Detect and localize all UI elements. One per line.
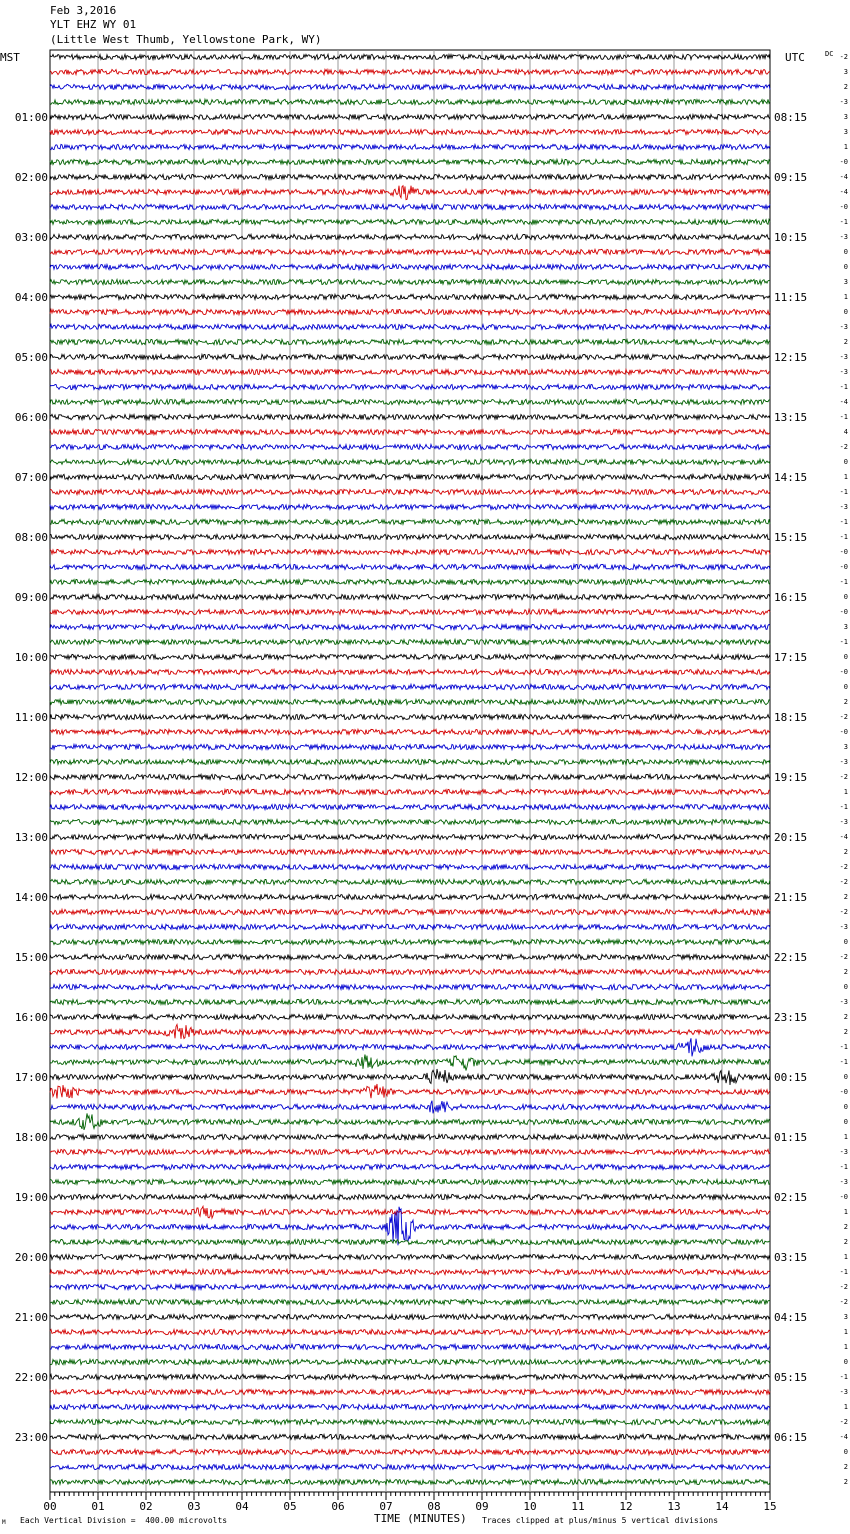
- dc-offset-label: -3: [839, 1148, 848, 1156]
- dc-offset-label: 1: [843, 1403, 848, 1411]
- dc-offset-label: -0: [839, 668, 848, 676]
- trace-line: [50, 624, 770, 629]
- trace-line: [50, 264, 770, 269]
- x-tick-label: 00: [43, 1500, 57, 1513]
- dc-offset-label: -1: [839, 488, 848, 496]
- trace-line: [50, 1149, 770, 1154]
- dc-offset-label: -1: [839, 1043, 848, 1051]
- trace-line: [50, 444, 770, 449]
- x-tick-label: 06: [331, 1500, 345, 1513]
- trace-line: [50, 174, 770, 179]
- dc-offset-label: 0: [843, 1073, 848, 1081]
- dc-offset-label: -3: [839, 503, 848, 511]
- dc-offset-label: 3: [843, 743, 848, 751]
- dc-offset-label: 0: [843, 983, 848, 991]
- trace-line: [50, 984, 770, 989]
- trace-line: [50, 1101, 770, 1114]
- dc-offset-label: 0: [843, 653, 848, 661]
- x-tick-label: 10: [523, 1500, 537, 1513]
- trace-line: [50, 609, 770, 614]
- dc-offset-label: -0: [839, 608, 848, 616]
- trace-line: [50, 654, 770, 659]
- trace-line: [50, 1464, 770, 1469]
- scale-note: Each Vertical Division = 400.00 microvolts: [20, 1516, 228, 1525]
- left-hour-label: 05:00: [14, 351, 48, 364]
- x-tick-label: 09: [475, 1500, 489, 1513]
- trace-line: [50, 369, 770, 374]
- trace-line: [50, 1404, 770, 1409]
- right-hour-label: 17:15: [774, 651, 808, 664]
- corner-mark: M: [2, 1519, 6, 1526]
- trace-line: [50, 1038, 770, 1056]
- left-hour-label: 20:00: [14, 1251, 48, 1264]
- right-hour-label: 08:15: [774, 111, 808, 124]
- dc-offset-label: 1: [843, 1343, 848, 1351]
- right-hour-label: 21:15: [774, 891, 808, 904]
- trace-line: [50, 1284, 770, 1289]
- dc-offset-label: -3: [839, 818, 848, 826]
- dc-offset-label: -1: [839, 638, 848, 646]
- trace-line: [50, 759, 770, 764]
- right-axis-label: UTC: [785, 51, 805, 64]
- x-tick-label: 04: [235, 1500, 249, 1513]
- dc-offset-label: -3: [839, 368, 848, 376]
- trace-line: [50, 54, 770, 59]
- trace-line: [50, 1389, 770, 1394]
- dc-offset-label: 2: [843, 1013, 848, 1021]
- dc-offset-label: -2: [839, 53, 848, 61]
- trace-line: [50, 834, 770, 839]
- trace-line: [50, 99, 770, 104]
- trace-line: [50, 1434, 770, 1439]
- trace-line: [50, 924, 770, 929]
- dc-offset-label: -1: [839, 383, 848, 391]
- left-hour-label: 06:00: [14, 411, 48, 424]
- dc-offset-label: 1: [843, 473, 848, 481]
- right-hour-label: 20:15: [774, 831, 808, 844]
- dc-offset-label: -2: [839, 1298, 848, 1306]
- dc-offset-label: 2: [843, 338, 848, 346]
- dc-offset-label: 4: [843, 428, 848, 436]
- trace-line: [50, 1239, 770, 1244]
- x-tick-label: 01: [91, 1500, 105, 1513]
- dc-offset-label: -0: [839, 158, 848, 166]
- x-tick-label: 05: [283, 1500, 297, 1513]
- dc-offset-label: -3: [839, 98, 848, 106]
- dc-offset-label: -2: [839, 773, 848, 781]
- dc-offset-label: 3: [843, 128, 848, 136]
- right-hour-label: 06:15: [774, 1431, 808, 1444]
- left-hour-label: 04:00: [14, 291, 48, 304]
- dc-offset-label: 3: [843, 113, 848, 121]
- dc-offset-label: 3: [843, 1313, 848, 1321]
- dc-offset-label: 3: [843, 623, 848, 631]
- dc-offset-label: 0: [843, 308, 848, 316]
- right-hour-label: 15:15: [774, 531, 808, 544]
- trace-line: [50, 639, 770, 644]
- left-hour-label: 16:00: [14, 1011, 48, 1024]
- dc-offset-label: 0: [843, 1358, 848, 1366]
- dc-label: DC: [825, 50, 834, 58]
- clip-note: Traces clipped at plus/minus 5 vertical divisions: [482, 1516, 719, 1525]
- trace-line: [50, 1113, 770, 1130]
- trace-line: [50, 186, 770, 200]
- right-hour-label: 04:15: [774, 1311, 808, 1324]
- right-hour-label: 22:15: [774, 951, 808, 964]
- trace-line: [50, 129, 770, 134]
- x-tick-label: 14: [715, 1500, 729, 1513]
- left-hour-label: 02:00: [14, 171, 48, 184]
- dc-offset-label: -3: [839, 353, 848, 361]
- left-hour-label: 09:00: [14, 591, 48, 604]
- dc-offset-label: 2: [843, 893, 848, 901]
- dc-offset-label: 2: [843, 83, 848, 91]
- trace-line: [50, 1314, 770, 1319]
- trace-line: [50, 564, 770, 569]
- left-hour-label: 01:00: [14, 111, 48, 124]
- right-hour-label: 10:15: [774, 231, 808, 244]
- trace-line: [50, 1194, 770, 1199]
- left-hour-label: 03:00: [14, 231, 48, 244]
- dc-offset-label: 0: [843, 1448, 848, 1456]
- left-hour-label: 21:00: [14, 1311, 48, 1324]
- dc-offset-label: -0: [839, 548, 848, 556]
- dc-offset-label: -2: [839, 863, 848, 871]
- dc-offset-label: -4: [839, 398, 848, 406]
- dc-offset-label: -1: [839, 218, 848, 226]
- dc-offset-label: 2: [843, 698, 848, 706]
- dc-offset-label: -4: [839, 833, 848, 841]
- dc-offset-label: -3: [839, 1178, 848, 1186]
- trace-line: [50, 1069, 770, 1085]
- left-hour-label: 17:00: [14, 1071, 48, 1084]
- dc-offset-label: 1: [843, 143, 848, 151]
- trace-line: [50, 204, 770, 209]
- trace-line: [50, 144, 770, 149]
- right-hour-label: 00:15: [774, 1071, 808, 1084]
- trace-line: [50, 594, 770, 599]
- trace-line: [50, 1299, 770, 1304]
- trace-line: [50, 909, 770, 914]
- dc-offset-label: -1: [839, 518, 848, 526]
- dc-offset-label: 3: [843, 68, 848, 76]
- x-tick-label: 08: [427, 1500, 441, 1513]
- trace-line: [50, 309, 770, 314]
- trace-line: [50, 699, 770, 704]
- trace-line: [50, 894, 770, 899]
- trace-line: [50, 414, 770, 419]
- trace-line: [50, 219, 770, 224]
- dc-offset-label: 1: [843, 1208, 848, 1216]
- trace-line: [50, 459, 770, 464]
- plot-date: Feb 3,2016: [50, 4, 117, 17]
- trace-line: [50, 669, 770, 674]
- plot-frame: [50, 50, 770, 1492]
- dc-offset-label: -3: [839, 323, 848, 331]
- trace-line: [50, 879, 770, 884]
- trace-line: [50, 774, 770, 779]
- dc-offset-label: 1: [843, 293, 848, 301]
- right-hour-label: 09:15: [774, 171, 808, 184]
- right-hour-label: 12:15: [774, 351, 808, 364]
- x-tick-label: 15: [763, 1500, 777, 1513]
- right-hour-label: 02:15: [774, 1191, 808, 1204]
- trace-line: [50, 1025, 770, 1039]
- trace-line: [50, 729, 770, 734]
- trace-line: [50, 114, 770, 119]
- dc-offset-label: 0: [843, 938, 848, 946]
- left-hour-label: 11:00: [14, 711, 48, 724]
- right-hour-label: 03:15: [774, 1251, 808, 1264]
- trace-line: [50, 69, 770, 74]
- dc-offset-label: 1: [843, 788, 848, 796]
- trace-line: [50, 1134, 770, 1139]
- dc-offset-label: -2: [839, 713, 848, 721]
- left-hour-label: 08:00: [14, 531, 48, 544]
- dc-offset-label: -2: [839, 953, 848, 961]
- dc-offset-label: -0: [839, 728, 848, 736]
- trace-line: [50, 1479, 770, 1484]
- trace-line: [50, 354, 770, 359]
- dc-offset-label: -1: [839, 533, 848, 541]
- dc-offset-label: -4: [839, 173, 848, 181]
- left-hour-label: 12:00: [14, 771, 48, 784]
- dc-offset-label: 0: [843, 1118, 848, 1126]
- x-tick-label: 07: [379, 1500, 393, 1513]
- dc-offset-label: 0: [843, 263, 848, 271]
- dc-offset-label: -0: [839, 203, 848, 211]
- trace-line: [50, 849, 770, 854]
- trace-line: [50, 789, 770, 794]
- dc-offset-label: -3: [839, 758, 848, 766]
- station-code: YLT EHZ WY 01: [50, 18, 137, 31]
- left-hour-label: 10:00: [14, 651, 48, 664]
- dc-offset-label: -3: [839, 233, 848, 241]
- trace-line: [50, 1419, 770, 1424]
- right-hour-label: 18:15: [774, 711, 808, 724]
- trace-line: [50, 1344, 770, 1349]
- dc-offset-label: -0: [839, 1193, 848, 1201]
- dc-offset-label: -4: [839, 188, 848, 196]
- dc-offset-label: -1: [839, 1373, 848, 1381]
- dc-offset-label: 0: [843, 683, 848, 691]
- left-hour-label: 22:00: [14, 1371, 48, 1384]
- left-hour-label: 07:00: [14, 471, 48, 484]
- dc-offset-label: -1: [839, 413, 848, 421]
- dc-offset-label: 2: [843, 1478, 848, 1486]
- trace-line: [50, 954, 770, 959]
- trace-line: [50, 489, 770, 494]
- trace-line: [50, 534, 770, 539]
- trace-line: [50, 324, 770, 329]
- trace-line: [50, 1374, 770, 1379]
- trace-line: [50, 969, 770, 974]
- trace-line: [50, 339, 770, 344]
- trace-line: [50, 1206, 770, 1218]
- right-hour-label: 23:15: [774, 1011, 808, 1024]
- trace-line: [50, 399, 770, 404]
- trace-line: [50, 504, 770, 509]
- trace-line: [50, 234, 770, 239]
- dc-offset-label: 2: [843, 1028, 848, 1036]
- trace-line: [50, 519, 770, 524]
- trace-line: [50, 804, 770, 809]
- right-hour-label: 11:15: [774, 291, 808, 304]
- x-tick-label: 11: [571, 1500, 585, 1513]
- dc-offset-label: 1: [843, 1328, 848, 1336]
- trace-line: [50, 1179, 770, 1184]
- dc-offset-label: 2: [843, 848, 848, 856]
- right-hour-label: 05:15: [774, 1371, 808, 1384]
- trace-line: [50, 159, 770, 164]
- right-hour-label: 01:15: [774, 1131, 808, 1144]
- left-hour-label: 14:00: [14, 891, 48, 904]
- dc-offset-label: 2: [843, 1463, 848, 1471]
- trace-line: [50, 84, 770, 89]
- dc-offset-label: -3: [839, 998, 848, 1006]
- trace-line: [50, 1014, 770, 1019]
- dc-offset-label: 2: [843, 968, 848, 976]
- left-hour-label: 15:00: [14, 951, 48, 964]
- trace-line: [50, 1254, 770, 1259]
- dc-offset-label: -3: [839, 923, 848, 931]
- dc-offset-label: 1: [843, 1253, 848, 1261]
- right-hour-label: 13:15: [774, 411, 808, 424]
- right-hour-label: 19:15: [774, 771, 808, 784]
- dc-offset-label: -2: [839, 443, 848, 451]
- dc-offset-label: -2: [839, 908, 848, 916]
- left-hour-label: 23:00: [14, 1431, 48, 1444]
- dc-offset-label: -4: [839, 1433, 848, 1441]
- dc-offset-label: -1: [839, 803, 848, 811]
- x-axis-title: TIME (MINUTES): [374, 1512, 467, 1525]
- left-hour-label: 18:00: [14, 1131, 48, 1144]
- trace-line: [50, 1084, 770, 1099]
- x-tick-label: 02: [139, 1500, 153, 1513]
- right-hour-label: 14:15: [774, 471, 808, 484]
- dc-offset-label: 2: [843, 1238, 848, 1246]
- right-hour-label: 16:15: [774, 591, 808, 604]
- dc-offset-label: -1: [839, 578, 848, 586]
- left-hour-label: 19:00: [14, 1191, 48, 1204]
- trace-line: [50, 1269, 770, 1274]
- x-tick-label: 03: [187, 1500, 201, 1513]
- trace-line: [50, 714, 770, 719]
- dc-offset-label: -2: [839, 1283, 848, 1291]
- trace-line: [50, 579, 770, 584]
- dc-offset-label: -2: [839, 878, 848, 886]
- dc-offset-label: 2: [843, 1223, 848, 1231]
- dc-offset-label: 0: [843, 593, 848, 601]
- trace-line: [50, 249, 770, 254]
- dc-offset-label: -2: [839, 1418, 848, 1426]
- dc-offset-label: 0: [843, 248, 848, 256]
- x-tick-label: 12: [619, 1500, 633, 1513]
- dc-offset-label: 0: [843, 458, 848, 466]
- left-hour-label: 13:00: [14, 831, 48, 844]
- left-axis-label: MST: [0, 51, 20, 64]
- trace-line: [50, 279, 770, 284]
- dc-offset-label: -1: [839, 1058, 848, 1066]
- dc-offset-label: -0: [839, 1088, 848, 1096]
- dc-offset-label: 0: [843, 1103, 848, 1111]
- station-location: (Little West Thumb, Yellowstone Park, WY): [50, 33, 322, 46]
- trace-line: [50, 1449, 770, 1454]
- x-tick-label: 13: [667, 1500, 681, 1513]
- trace-line: [50, 1055, 770, 1071]
- dc-offset-label: -1: [839, 1163, 848, 1171]
- trace-line: [50, 1329, 770, 1334]
- trace-line: [50, 474, 770, 479]
- trace-line: [50, 384, 770, 389]
- trace-line: [50, 819, 770, 824]
- dc-offset-label: -0: [839, 563, 848, 571]
- trace-line: [50, 549, 770, 554]
- dc-offset-label: 1: [843, 1133, 848, 1141]
- trace-line: [50, 1164, 770, 1169]
- trace-line: [50, 999, 770, 1004]
- dc-offset-label: -3: [839, 1388, 848, 1396]
- dc-offset-label: 3: [843, 278, 848, 286]
- trace-line: [50, 864, 770, 869]
- trace-line: [50, 429, 770, 434]
- trace-line: [50, 294, 770, 299]
- trace-line: [50, 939, 770, 944]
- trace-line: [50, 1359, 770, 1364]
- trace-line: [50, 744, 770, 749]
- dc-offset-label: -1: [839, 1268, 848, 1276]
- trace-line: [50, 684, 770, 689]
